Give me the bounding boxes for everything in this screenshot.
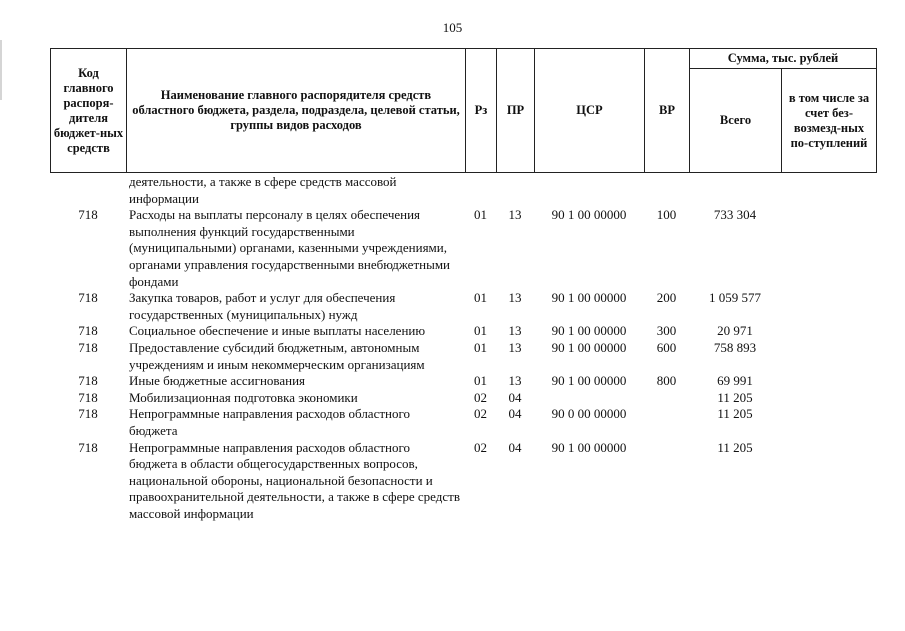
table-row (50, 406, 876, 439)
cell-vr (644, 440, 689, 523)
table-row (50, 323, 876, 340)
cell-rz: 01 (474, 373, 487, 389)
header-sum: Сумма, тыс. рублей (690, 49, 877, 69)
table-row (50, 340, 876, 373)
cell-rz: 02 (474, 389, 487, 405)
cell-rz: 02 (474, 439, 487, 455)
cell-pr: 13 (508, 207, 522, 223)
cell-csr (534, 174, 644, 207)
cell-total (689, 174, 781, 207)
cell-pr: 13 (508, 373, 522, 389)
cell-code: 718 (78, 406, 98, 422)
data-table (50, 174, 876, 522)
cell-code: 718 (78, 439, 98, 455)
cell-csr: 90 1 00 00000 (551, 207, 627, 223)
table-row (50, 390, 876, 407)
table-row (50, 290, 876, 323)
cell-code: 718 (78, 373, 98, 389)
cell-pr: 04 (508, 389, 522, 405)
cell-code: 718 (78, 290, 98, 306)
cell-csr (534, 390, 644, 407)
header-total: Всего (690, 69, 782, 173)
cell-total: 733 304 (713, 207, 757, 223)
cell-total: 11 205 (717, 406, 753, 422)
cell-name: Закупка товаров, работ и услуг для обеспечения государственных (муниципальных) нужд (129, 290, 396, 322)
header-rz: Рз (466, 49, 497, 173)
cell-name: Мобилизационная подготовка экономики (129, 389, 358, 405)
cell-code (50, 174, 126, 207)
cell-code: 718 (78, 339, 98, 355)
cell-name: Социальное обеспечение и иные выплаты населению (129, 323, 426, 339)
cell-csr: 90 0 00 00000 (551, 406, 627, 422)
cell-csr: 90 1 00 00000 (551, 373, 627, 389)
cell-rz (465, 174, 496, 207)
cell-vr: 200 (656, 290, 677, 306)
cell-vr: 800 (656, 373, 677, 389)
cell-pr (496, 174, 534, 207)
cell-vr: 300 (656, 323, 677, 339)
cell-total: 11 205 (717, 439, 753, 455)
cell-csr: 90 1 00 00000 (551, 323, 627, 339)
cell-name: Непрограммные направления расходов областного бюджета (129, 406, 410, 438)
cell-vr (644, 390, 689, 407)
table-row (50, 440, 876, 523)
cell-name: Непрограммные направления расходов областного бюджета в области общегосударственных вопросов, национальной обороны, национальной безопасности и правоохранительной деятельности, а также в сфере средств массовой информации (129, 439, 460, 521)
cell-code: 718 (78, 207, 98, 223)
scan-edge-mark (0, 40, 2, 100)
cell-pr: 04 (508, 439, 522, 455)
header-csr: ЦСР (535, 49, 645, 173)
cell-free (781, 440, 876, 523)
cell-name: Предоставление субсидий бюджетным, автономным учреждениям и иным некоммерческим организациям (129, 339, 425, 372)
cell-free (781, 406, 876, 439)
cell-csr: 90 1 00 00000 (551, 290, 627, 306)
cell-rz: 01 (474, 323, 487, 339)
header-name: Наименование главного распорядителя средств областного бюджета, раздела, подраздела, целевой статьи, группы видов расходов (127, 49, 466, 173)
cell-total: 20 971 (717, 323, 753, 339)
cell-name: Расходы на выплаты персоналу в целях обеспечения выполнения функций государственными (муниципальными) органами, казенными учреждениями, органами управления государственными внебюджетными фондами (129, 207, 451, 289)
cell-vr (644, 174, 689, 207)
cell-rz: 01 (474, 290, 487, 306)
header-vr: ВР (645, 49, 690, 173)
cell-csr: 90 1 00 00000 (551, 439, 627, 455)
cell-vr: 100 (656, 207, 677, 223)
cell-pr: 04 (508, 406, 522, 422)
table-row (50, 207, 876, 290)
table-header (50, 48, 877, 173)
cell-code: 718 (78, 389, 98, 405)
cell-pr: 13 (508, 323, 522, 339)
cell-free (781, 340, 876, 373)
cell-rz: 01 (474, 339, 487, 355)
table-row (50, 174, 876, 207)
cell-total: 758 893 (713, 339, 757, 355)
cell-name: деятельности, а также в сфере средств массовой информации (129, 174, 397, 206)
cell-code: 718 (78, 323, 98, 339)
cell-csr: 90 1 00 00000 (551, 339, 627, 355)
cell-total: 69 991 (717, 373, 753, 389)
cell-free (781, 323, 876, 340)
header-free: в том числе за счет без-возмезд-ных по-ступлений (782, 69, 877, 173)
cell-free (781, 290, 876, 323)
cell-rz: 01 (474, 207, 487, 223)
cell-free (781, 174, 876, 207)
header-code: Код главного распоря-дителя бюджет-ных средств (51, 49, 127, 173)
cell-free (781, 207, 876, 290)
cell-vr (644, 406, 689, 439)
cell-total: 1 059 577 (709, 290, 761, 306)
page-number: 105 (442, 20, 463, 35)
header-pr: ПР (497, 49, 535, 173)
cell-vr: 600 (656, 339, 677, 355)
cell-free (781, 373, 876, 390)
table-row (50, 373, 876, 390)
cell-pr: 13 (508, 339, 522, 355)
cell-free (781, 390, 876, 407)
cell-rz: 02 (474, 406, 487, 422)
cell-name: Иные бюджетные ассигнования (129, 373, 306, 389)
cell-pr: 13 (508, 290, 522, 306)
cell-total: 11 205 (717, 389, 753, 405)
